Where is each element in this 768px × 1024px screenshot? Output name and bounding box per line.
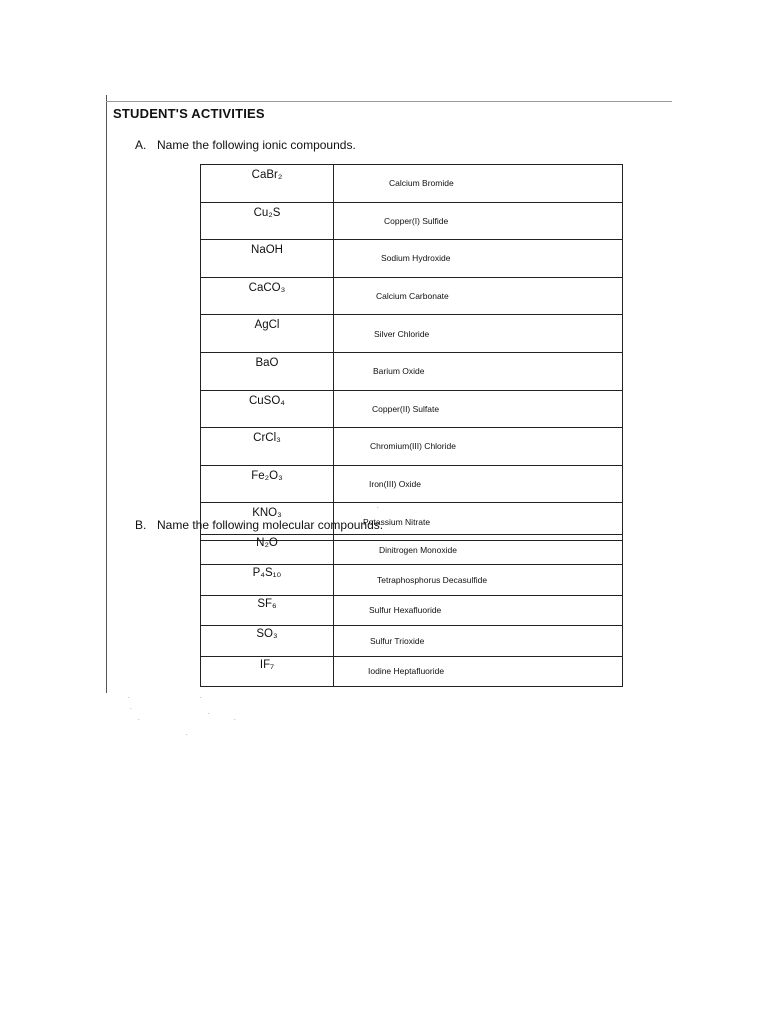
formula-cell: Fe₂O₃: [201, 465, 334, 503]
formula-cell: N₂O: [201, 535, 334, 565]
name-cell: Iodine Heptafluoride: [334, 656, 623, 686]
worksheet-page: STUDENT'S ACTIVITIES A. Name the following ionic compounds. CaBr₂ Calcium Bromide Cu₂S Copper(I) Sulfide NaOH Sodium Hydroxide CaCO₃ Calcium Carbonate AgCl Silver Chloride BaO Barium Oxide CuSO₄ Copper(II) Sulfate CrCl₃ Chromium(III) Chloride Fe₂O₃ Iron(III) Oxide KNO₃ Potassium Nitrate B. Name the following molecular compounds. N₂O Dinitrogen Monoxide P₄S₁₀ Tetraphosphorus Decasulfide SF₆ Sulfur Hexafluoride SO₃ Sulfur Trioxide IF₇ Iodine Heptafluoride . . . . . . . .: [0, 0, 768, 1024]
table-row: [201, 165, 623, 203]
table-row: [201, 465, 623, 503]
name-cell: Calcium Bromide: [334, 165, 623, 203]
table-row: [201, 428, 623, 466]
name-cell: Potassium Nitrate: [334, 503, 623, 541]
formula-cell: KNO₃: [201, 503, 334, 541]
table-row: [201, 565, 623, 595]
section-a-letter: A.: [135, 138, 147, 152]
section-b-instruction: Name the following molecular compounds.: [157, 518, 384, 532]
name-cell: Sodium Hydroxide: [334, 240, 623, 278]
table-row: [201, 352, 623, 390]
name-cell: Barium Oxide: [334, 352, 623, 390]
table-row: [201, 535, 623, 565]
formula-cell: CrCl₃: [201, 428, 334, 466]
top-rule: [106, 101, 672, 102]
formula-cell: BaO: [201, 352, 334, 390]
name-cell: Copper(II) Sulfate: [334, 390, 623, 428]
name-cell: Calcium Carbonate: [334, 277, 623, 315]
molecular-compounds-table: [200, 534, 623, 687]
name-cell: Sulfur Hexafluoride: [334, 595, 623, 625]
formula-cell: IF₇: [201, 656, 334, 686]
name-cell: Dinitrogen Monoxide: [334, 535, 623, 565]
formula-cell: Cu₂S: [201, 202, 334, 240]
section-a-heading: [135, 138, 356, 152]
table-row: [201, 656, 623, 686]
table-row: [201, 595, 623, 625]
page-title: STUDENT'S ACTIVITIES: [113, 106, 265, 121]
name-cell: Tetraphosphorus Decasulfide: [334, 565, 623, 595]
table-row: [201, 390, 623, 428]
formula-cell: CuSO₄: [201, 390, 334, 428]
section-b-letter: B.: [135, 518, 147, 532]
left-margin-line: [106, 95, 107, 693]
ionic-compounds-table: [200, 164, 623, 541]
formula-cell: SF₆: [201, 595, 334, 625]
formula-cell: CaBr₂: [201, 165, 334, 203]
formula-cell: SO₃: [201, 626, 334, 656]
name-cell: Chromium(III) Chloride: [334, 428, 623, 466]
formula-cell: P₄S₁₀: [201, 565, 334, 595]
table-row: [201, 202, 623, 240]
table-row: [201, 240, 623, 278]
name-cell: Sulfur Trioxide: [334, 626, 623, 656]
formula-cell: NaOH: [201, 240, 334, 278]
table-row: [201, 315, 623, 353]
section-a-instruction: Name the following ionic compounds.: [157, 138, 356, 152]
table-row: [201, 277, 623, 315]
name-cell: Iron(III) Oxide: [334, 465, 623, 503]
name-cell: Copper(I) Sulfide: [334, 202, 623, 240]
table-row: [201, 626, 623, 656]
section-b-heading: [135, 518, 383, 532]
formula-cell: AgCl: [201, 315, 334, 353]
name-cell: Silver Chloride: [334, 315, 623, 353]
formula-cell: CaCO₃: [201, 277, 334, 315]
